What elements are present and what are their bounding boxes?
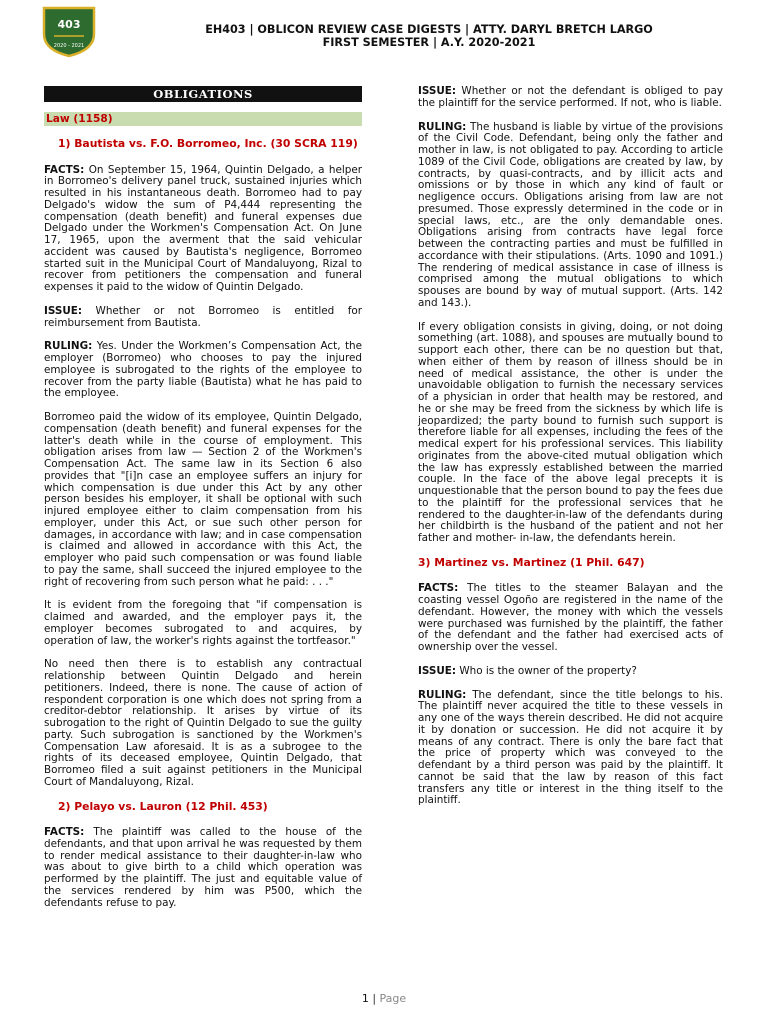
- case-1-issue: [44, 306, 362, 330]
- case-1-facts: [44, 165, 362, 294]
- footer-separator: |: [368, 992, 380, 1005]
- facts-label: FACTS:: [44, 163, 85, 176]
- document-header: [110, 23, 748, 49]
- ruling-label: RULING:: [418, 120, 467, 133]
- facts-text: The plaintiff was called to the house of the defendants, and that upon arrival he was requested by them to render medical assistance to their daughter-in-law who was about to give birth to a child which operation was performed by the plaintiff. The just and equitable value of the services rendered by him was P500, which the defendants refuse to pay.: [44, 826, 362, 909]
- case-1-heading: 1) Bautista vs. F.O. Borromeo, Inc. (30 SCRA 119): [58, 137, 358, 150]
- page-footer: [0, 992, 768, 1005]
- case-2-paragraph-1: If every obligation consists in giving, doing, or not doing something (art. 1088), and spouses are mutually bound to support each other, there can be no question but that, when either of them by reason of illness should be in need of medical assistance, the other is under the unavoidable obligation to furnish the necessary services of a physician in order that health may be restored, and he or she may be freed from the sickness by which life is jeopardized; the party bound to furnish such support is therefore liable for all expenses, including the fees of the medical expert for his professional services. This liability originates from the above-cited mutual obligation which the law has expressly established between the married couple. In the face of the above legal precepts it is unquestionable that the person bound to pay the fees due to the plaintiff for the professional services that he rendered to the daughter-in-law of the defendants during her childbirth is the husband of the patient and not her father and mother- in-law, the defendants herein.: [418, 320, 723, 544]
- issue-label: ISSUE:: [418, 664, 457, 677]
- case-2-ruling: [418, 122, 723, 310]
- header-line-1: EH403 | OBLICON REVIEW CASE DIGESTS | ATTY. DARYL BRETCH LARGO: [205, 23, 653, 36]
- case-3-ruling: [418, 690, 723, 808]
- case-3-facts: [418, 583, 723, 654]
- section-title: OBLIGATIONS: [44, 86, 362, 102]
- case-3-heading: 3) Martinez vs. Martinez (1 Phil. 647): [418, 555, 645, 569]
- logo-number: 403: [57, 18, 81, 31]
- issue-text: Whether or not Borromeo is entitled for reimbursement from Bautista.: [44, 304, 362, 329]
- ruling-text: Yes. Under the Workmen’s Compensation Act, the employer (Borromeo) who chooses to pay the injured employee is subrogated to the rights of the employee to recover from the party liable (Bautista) what he has paid to the employee.: [44, 340, 362, 400]
- facts-label: FACTS:: [418, 582, 459, 595]
- left-column: [44, 86, 362, 921]
- facts-text: The titles to the steamer Balayan and the coasting vessel Ogoño are registered in the name of the defendant. However, the money with which the vessels were purchased was furnished by the plaintiff, the father of the defendant and the father had exercised acts of ownership over the vessel.: [418, 582, 723, 653]
- right-column: [418, 86, 723, 819]
- issue-text: Whether or not the defendant is obliged to pay the plaintiff for the service performed. If not, who is liable.: [418, 85, 723, 109]
- header-line-2: FIRST SEMESTER | A.Y. 2020-2021: [322, 36, 536, 49]
- case-2-facts: [44, 827, 362, 909]
- ruling-label: RULING:: [418, 688, 467, 701]
- issue-label: ISSUE:: [44, 304, 83, 317]
- ruling-text: The defendant, since the title belongs to his. The plaintiff never acquired the title to these vessels in any one of the ways therein described. He did not acquire it by donation or succession. He did not acquire it by means of any contract. There is only the bare fact that the price of property which was conveyed to the defendant by a third person was paid by the plaintiff. It cannot be said that the law by reason of this fact transfers any title or interest in the thing itself to the plaintiff.: [418, 688, 723, 807]
- page-number: 1: [361, 992, 369, 1005]
- case-1-ruling: [44, 341, 362, 400]
- page-word: Page: [379, 992, 407, 1005]
- issue-text: Who is the owner of the property?: [456, 664, 637, 677]
- ruling-label: RULING:: [44, 340, 93, 353]
- facts-label: FACTS:: [44, 826, 85, 838]
- issue-label: ISSUE:: [418, 85, 457, 97]
- case-1-paragraph-2: It is evident from the foregoing that "if compensation is claimed and awarded, and the employer pays it, the employer becomes subrogated to and acquires, by operation of law, the worker's rights against the tortfeasor.": [44, 599, 362, 647]
- case-2-heading: 2) Pelayo vs. Lauron (12 Phil. 453): [58, 799, 268, 813]
- case-1-paragraph-1: Borromeo paid the widow of its employee, Quintin Delgado, compensation (death benefit) and funeral expenses for the latter's death while in the course of employment. This obligation arises from law — Section 2 of the Workmen's Compensation Act. The same law in its Section 6 also provides that "[i]n case an employee suffers an injury for which compensation is due under this Act by any other person besides his employer, it shall be optional with such injured employee either to claim compensation from his employer, under this Act, or sue such other person for damages, in accordance with law; and in case compensation is claimed and allowed in accordance with this Act, the employer who paid such compensation or was found liable to pay the same, shall succeed the injured employee to the right of recovering from such person what he paid: . . .": [44, 411, 362, 588]
- law-label: Law (1158): [44, 112, 362, 126]
- ruling-text: The husband is liable by virtue of the provisions of the Civil Code. Defendant, being only the father and mother in law, is not obligated to pay. According to article 1089 of the Civil Code, obligations are created by law, by contracts, by quasi-contracts, and by illicit acts and omissions or by those in which any kind of fault or negligence occurs. Obligations arising from law are not presumed. Those expressly determined in the code or in special laws, etc., are the only demandable ones. Obligations arising from contracts have legal force between the contracting parties and must be fulfilled in accordance with their stipulations. (Arts. 1090 and 1091.) The rendering of medical assistance in case of illness is comprised among the mutual obligations to which spouses are bound by way of mutual support. (Arts. 142 and 143.).: [418, 120, 723, 309]
- case-2-issue: [418, 86, 723, 110]
- logo-years: 2020 - 2021: [53, 43, 85, 49]
- case-3-issue: [418, 666, 723, 678]
- facts-text: On September 15, 1964, Quintin Delgado, a helper in Borromeo's delivery panel truck, sustained injuries which resulted in his instantaneous death. Borromeo had to pay Delgado's widow the sum of P4,444 representing the compensation (death benefit) and funeral expenses due Delgado under the Workmen's Compensation Act. On June 17, 1965, upon the averment that the said vehicular accident was caused by Bautista's negligence, Borromeo started suit in the Municipal Court of Mandaluyong, Rizal to recover from petitioners the compensation and funeral expenses it paid to the widow of Quintin Delgado.: [44, 163, 362, 293]
- case-1-paragraph-3: No need then there is to establish any contractual relationship between Quintin Delgado and herein petitioners. Indeed, there is none. The cause of action of respondent corporation is one which does not spring from a creditor-debtor relationship. It arises by virtue of its subrogation to the right of Quintin Delgado to sue the guilty party. Such subrogation is sanctioned by the Workmen's Compensation Law aforesaid. It is as a subrogee to the rights of its deceased employee, Quintin Delgado, that Borromeo filed a suit against petitioners in the Municipal Court of Mandaluyong, Rizal.: [44, 658, 362, 788]
- school-logo: [40, 6, 98, 58]
